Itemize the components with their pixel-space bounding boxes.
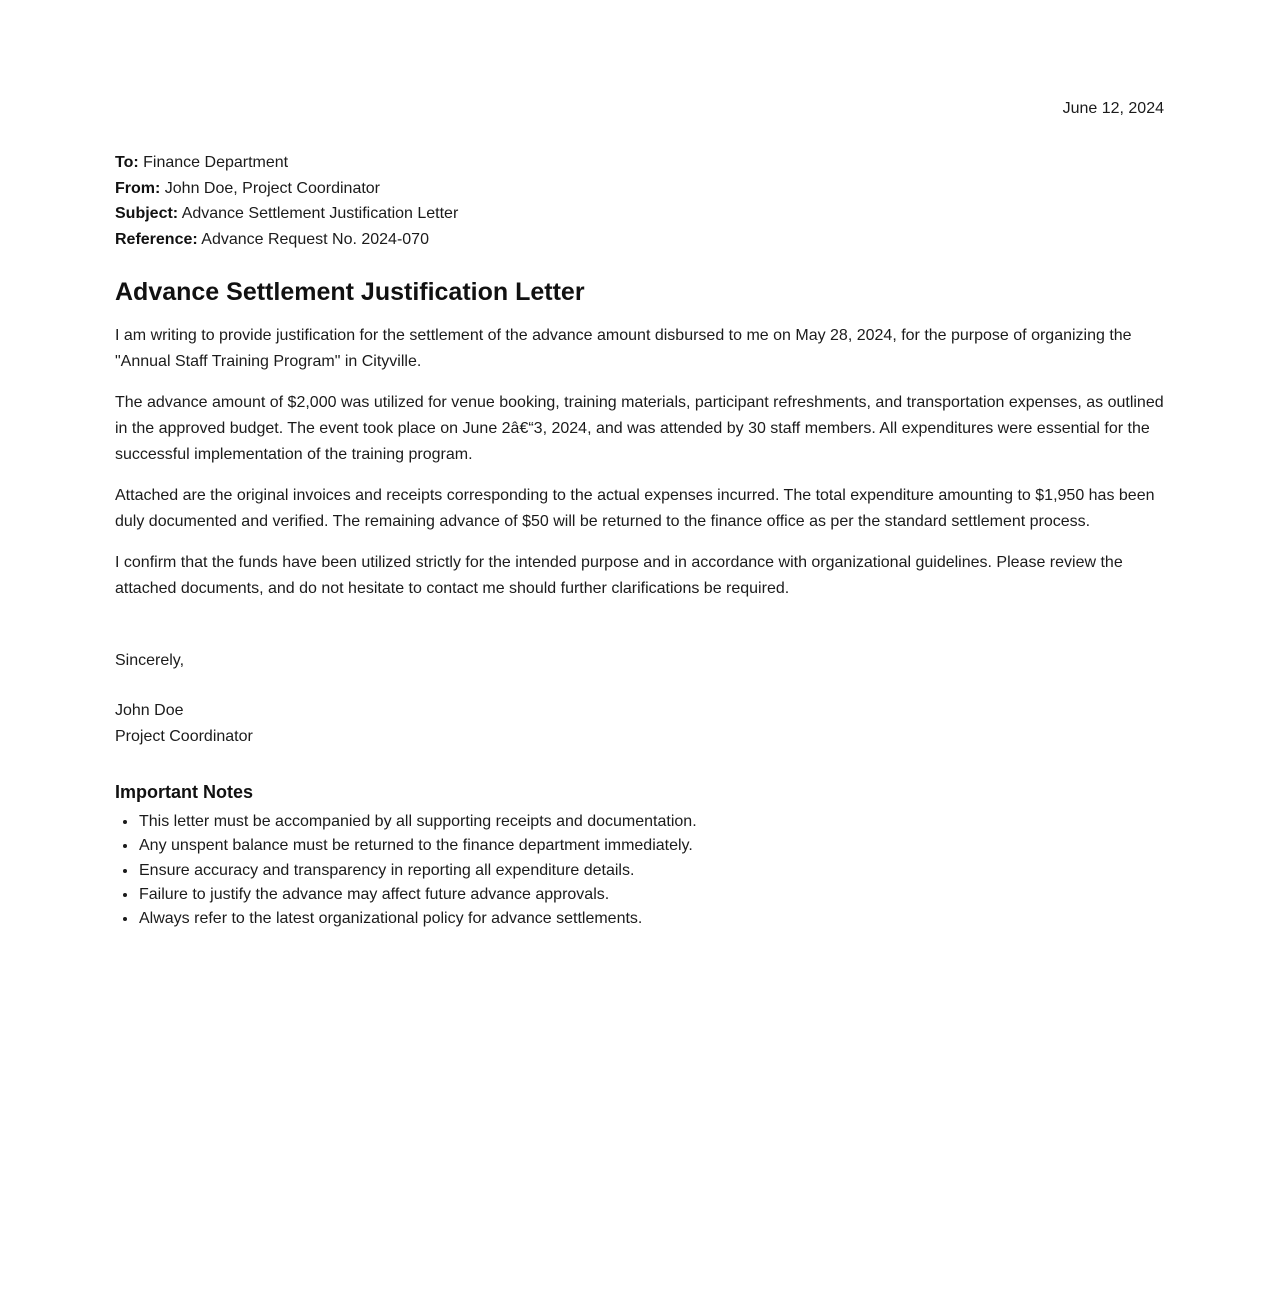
meta-label-from: From: [115, 179, 161, 197]
meta-value-reference: Advance Request No. 2024-070 [201, 231, 429, 249]
letter-date: June 12, 2024 [1062, 100, 1164, 117]
paragraph-utilization: The advance amount of $2,000 was utilized for venue booking, training materials, participant refreshments, and transportation expenses, as outlined in the approved budget. The event took place on June 2â€“3, 2024, and was attended by 30 staff members. All expenditures were essential for the successful implementation of the training program. [115, 393, 1164, 463]
signature-block [115, 698, 1164, 750]
list-item: • This letter must be accompanied by all supporting receipts and documentation. [138, 810, 1164, 834]
paragraph-confirmation: I confirm that the funds have been utilized strictly for the intended purpose and in accordance with organizational guidelines. Please review the attached documents, and do not hesitate to contact me should further clarifications be required. [115, 553, 1123, 597]
list-item: • Failure to justify the advance may affect future advance approvals. [138, 883, 1164, 907]
meta-row-subject [115, 201, 1164, 227]
meta-row-reference [115, 227, 1164, 253]
paragraph-expenditure: Attached are the original invoices and receipts corresponding to the actual expenses incurred. The total expenditure amounting to $1,950 has been duly documented and verified. The remaining advance of $50 will be returned to the finance office as per the standard settlement process. [115, 486, 1155, 530]
meta-row-to [115, 150, 1164, 176]
closing-salutation: Sincerely, [115, 651, 185, 669]
meta-value-from: John Doe, Project Coordinator [164, 179, 381, 197]
signature-role: Project Coordinator [115, 727, 253, 745]
signature-name: John Doe [115, 701, 184, 719]
meta-label-reference: Reference: [115, 231, 198, 249]
meta-row-from [115, 176, 1164, 202]
meta-label-to: To: [115, 154, 139, 171]
notes-list [115, 810, 1164, 932]
notes-heading: Important Notes [115, 781, 254, 802]
page-title: Advance Settlement Justification Letter [115, 277, 585, 306]
meta-value-subject: Advance Settlement Justification Letter [181, 205, 459, 223]
list-item: • Always refer to the latest organizational policy for advance settlements. [138, 907, 1164, 931]
meta-value-to: Finance Department [143, 154, 289, 171]
paragraph-intro: I am writing to provide justification for the settlement of the advance amount disbursed to me on May 28, 2024, for the purpose of organizing the "Annual Staff Training Program" in Cityville. [115, 326, 1132, 370]
list-item: • Any unspent balance must be returned to the finance department immediately. [138, 834, 1164, 858]
list-item: • Ensure accuracy and transparency in reporting all expenditure details. [138, 859, 1164, 883]
letter-meta [115, 150, 1164, 253]
meta-label-subject: Subject: [115, 205, 179, 223]
